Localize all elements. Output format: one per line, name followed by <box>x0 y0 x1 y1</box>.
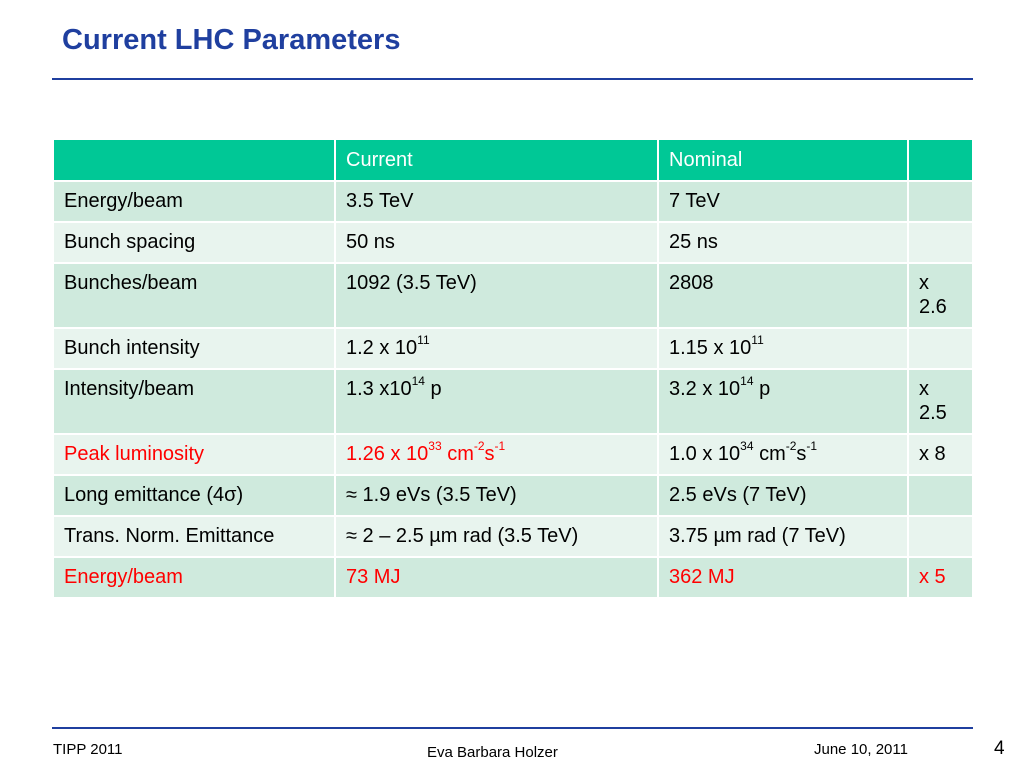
param-cell: Bunch spacing <box>53 222 335 263</box>
factor-cell <box>908 222 973 263</box>
param-cell: Energy/beam <box>53 181 335 222</box>
value-exponent: -2 <box>785 439 797 454</box>
table-row <box>53 369 973 434</box>
factor-cell: x 2.5 <box>908 369 973 434</box>
value-base: 1.15 x 10 <box>669 337 752 359</box>
nominal-cell <box>658 434 908 475</box>
page-number: 4 <box>994 738 1005 759</box>
param-cell: Bunch intensity <box>53 328 335 369</box>
value-exponent: -2 <box>473 439 485 454</box>
current-cell: 73 MJ <box>335 557 658 598</box>
table-row <box>53 181 973 222</box>
parameters-table <box>52 138 974 599</box>
current-cell: 50 ns <box>335 222 658 263</box>
nominal-cell: 3.75 µm rad (7 TeV) <box>658 516 908 557</box>
factor-cell <box>908 475 973 516</box>
value-base: 1.2 x 10 <box>346 337 418 359</box>
factor-cell <box>908 181 973 222</box>
param-cell: Bunches/beam <box>53 263 335 328</box>
value-base: 1.0 x 10 <box>669 443 741 465</box>
value-exponent: 14 <box>740 374 754 389</box>
param-cell: Energy/beam <box>53 557 335 598</box>
value-exponent: 14 <box>411 374 425 389</box>
nominal-cell: 2.5 eVs (7 TeV) <box>658 475 908 516</box>
value-unit: s <box>484 443 495 465</box>
nominal-cell: 25 ns <box>658 222 908 263</box>
table-row-highlight <box>53 434 973 475</box>
factor-cell: x 8 <box>908 434 973 475</box>
value-exponent: 11 <box>751 333 764 348</box>
value-exponent: -1 <box>494 439 506 454</box>
value-unit: cm <box>441 443 474 465</box>
footer-event: TIPP 2011 <box>53 741 123 758</box>
table-row <box>53 516 973 557</box>
footer-date: June 10, 2011 <box>814 741 908 758</box>
param-cell: Intensity/beam <box>53 369 335 434</box>
value-exponent: 34 <box>740 439 754 454</box>
factor-cell: x 5 <box>908 557 973 598</box>
value-exponent: 11 <box>417 333 430 348</box>
nominal-cell: 2808 <box>658 263 908 328</box>
slide-title: Current LHC Parameters <box>62 24 401 56</box>
value-base: 1.26 x 10 <box>346 443 429 465</box>
factor-cell: x 2.6 <box>908 263 973 328</box>
current-cell: ≈ 1.9 eVs (3.5 TeV) <box>335 475 658 516</box>
footer-divider <box>52 727 973 729</box>
factor-cell <box>908 516 973 557</box>
current-cell <box>335 434 658 475</box>
header-cell-nominal: Nominal <box>658 139 908 181</box>
current-cell: 1092 (3.5 TeV) <box>335 263 658 328</box>
value-unit: cm <box>753 443 786 465</box>
footer-author: Eva Barbara Holzer <box>427 744 558 761</box>
value-unit: p <box>753 378 771 400</box>
param-cell: Peak luminosity <box>53 434 335 475</box>
value-exponent: -1 <box>806 439 818 454</box>
current-cell: ≈ 2 – 2.5 µm rad (3.5 TeV) <box>335 516 658 557</box>
param-cell: Long emittance (4σ) <box>53 475 335 516</box>
table-row <box>53 475 973 516</box>
nominal-cell: 7 TeV <box>658 181 908 222</box>
table-row <box>53 328 973 369</box>
nominal-cell <box>658 328 908 369</box>
title-divider <box>52 78 973 80</box>
table-header-row <box>53 139 973 181</box>
value-base: 3.2 x 10 <box>669 378 741 400</box>
param-cell: Trans. Norm. Emittance <box>53 516 335 557</box>
value-unit: s <box>796 443 807 465</box>
factor-cell <box>908 328 973 369</box>
value-exponent: 33 <box>428 439 442 454</box>
header-cell-factor <box>908 139 973 181</box>
nominal-cell: 362 MJ <box>658 557 908 598</box>
nominal-cell <box>658 369 908 434</box>
current-cell <box>335 369 658 434</box>
value-unit: p <box>424 378 442 400</box>
header-cell-current: Current <box>335 139 658 181</box>
current-cell <box>335 328 658 369</box>
value-base: 1.3 x10 <box>346 378 412 400</box>
table-row <box>53 263 973 328</box>
header-cell-parameter <box>53 139 335 181</box>
table-row-highlight <box>53 557 973 598</box>
table-row <box>53 222 973 263</box>
current-cell: 3.5 TeV <box>335 181 658 222</box>
